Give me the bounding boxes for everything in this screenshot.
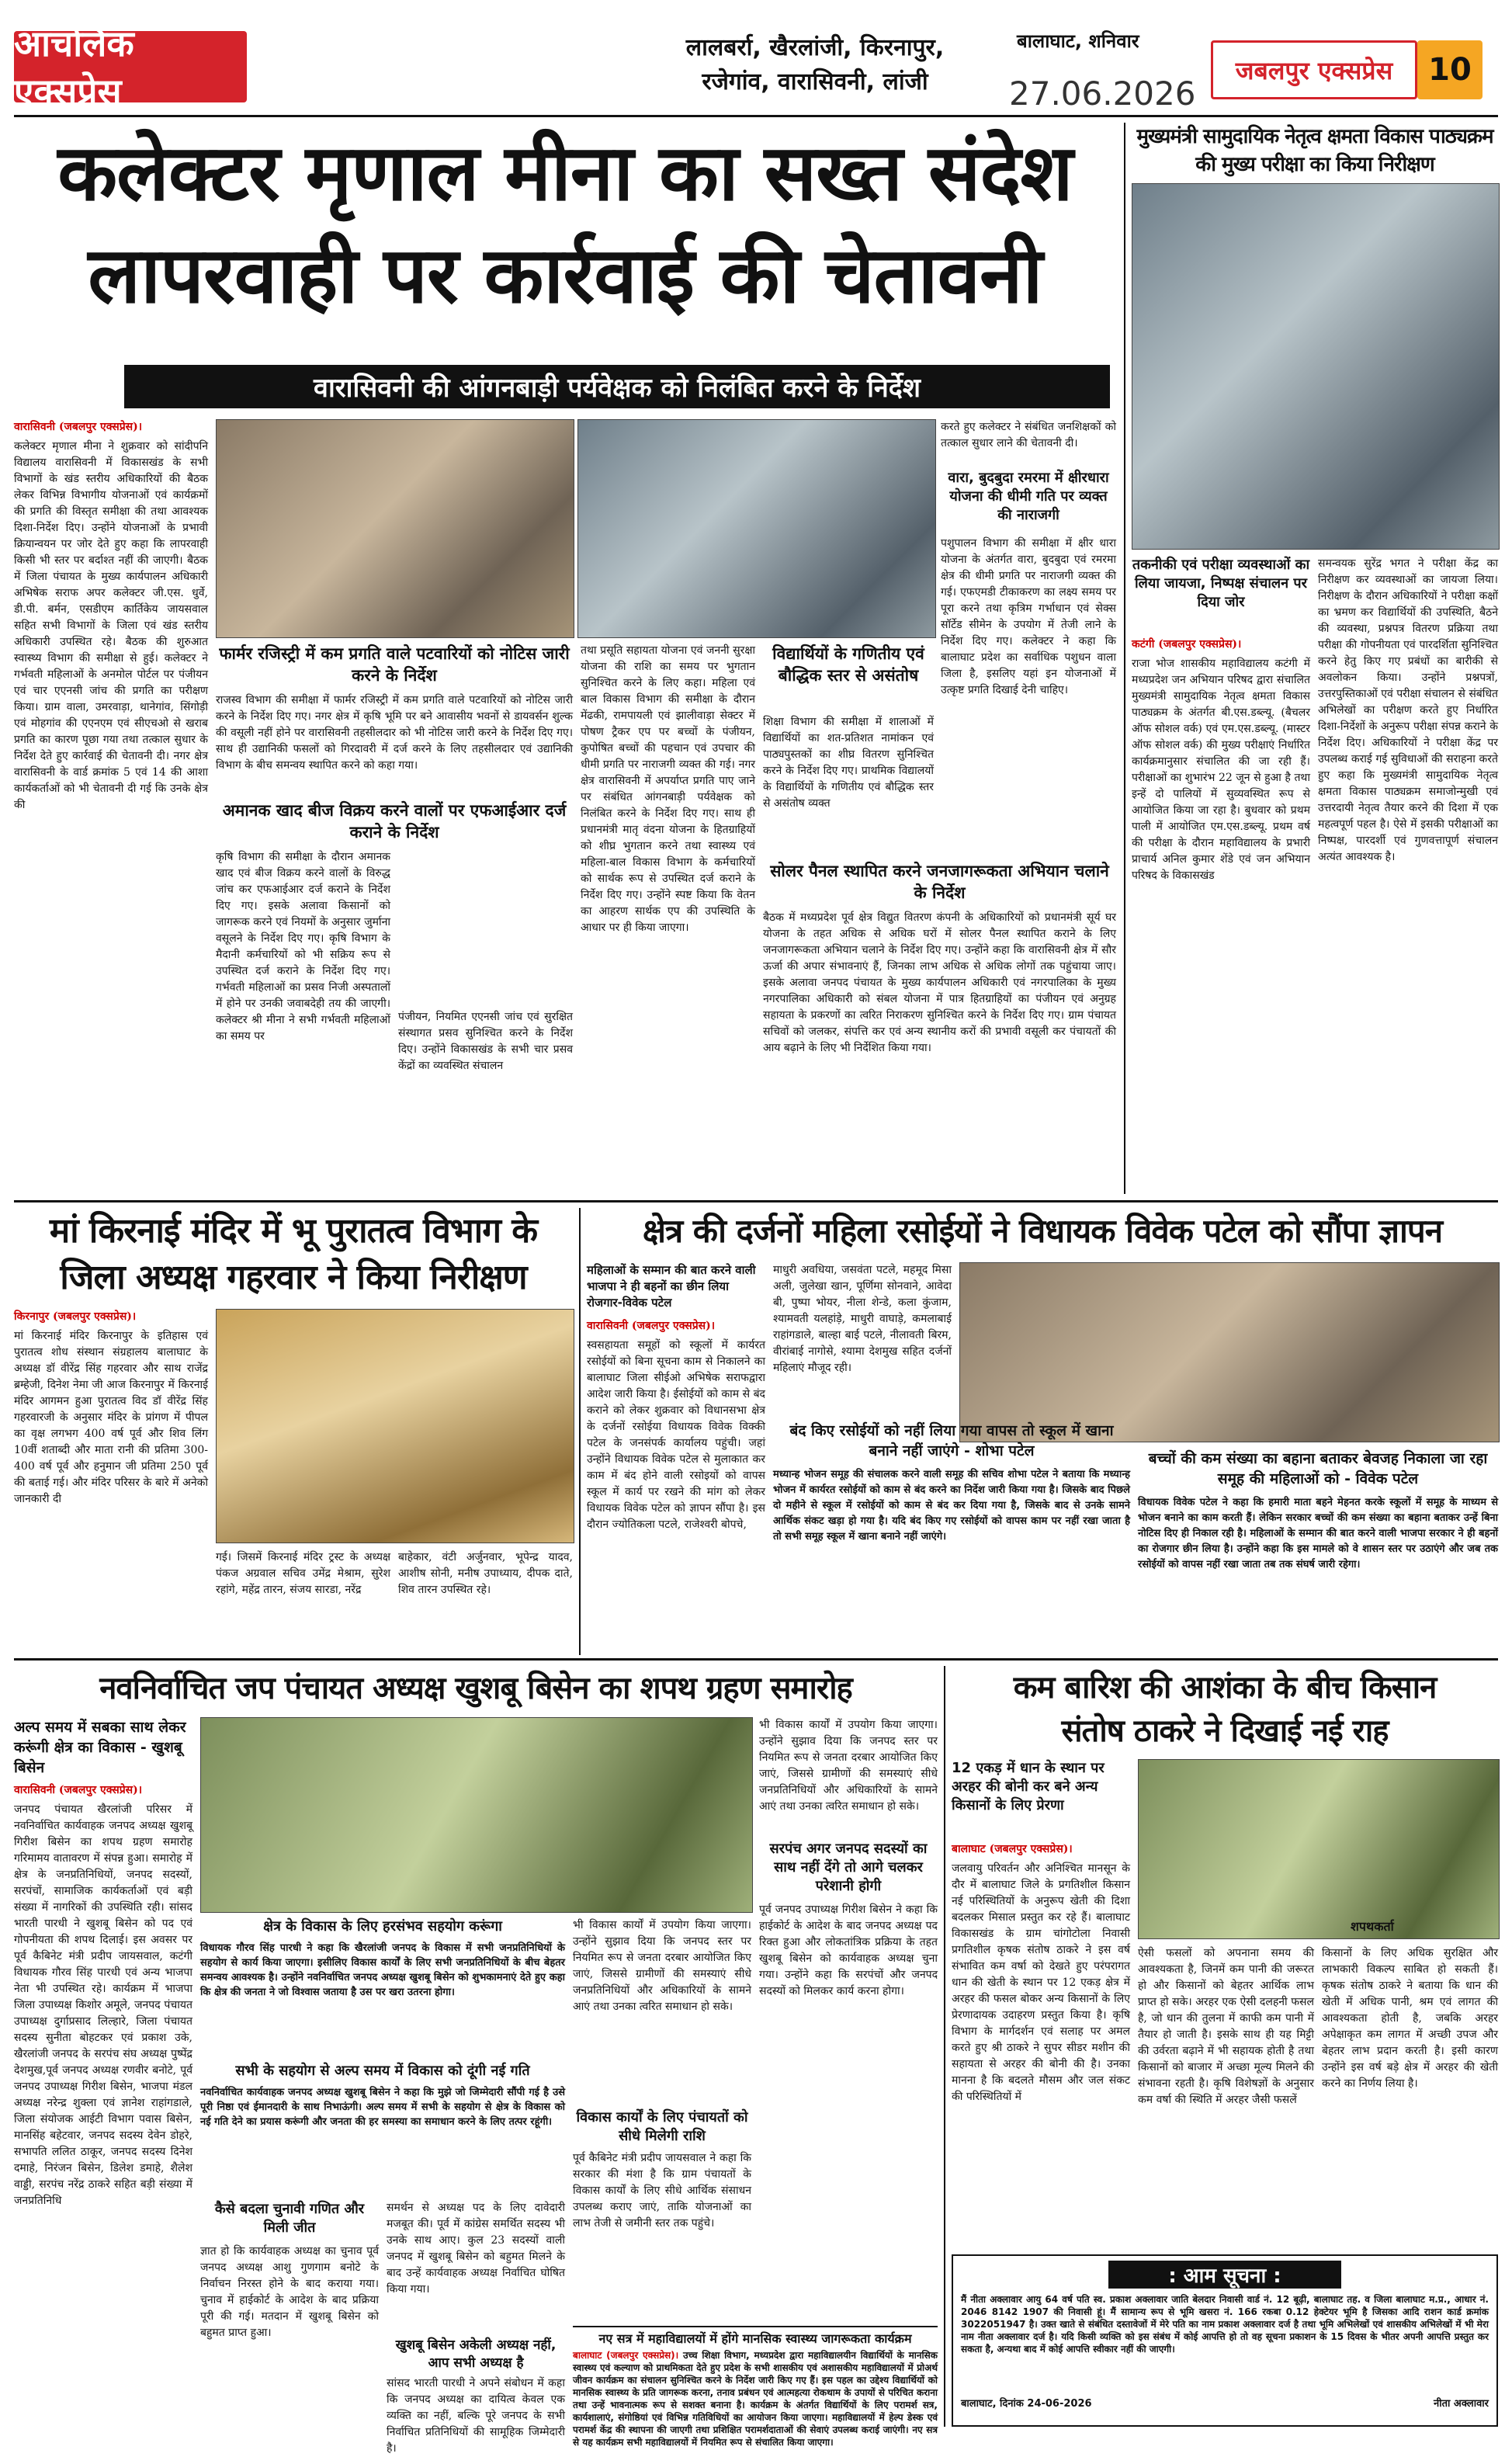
farmer-headline-1: कम बारिश की आशंका के बीच किसान bbox=[1013, 1670, 1437, 1706]
farmer-col1-text: जलवायु परिवर्तन और अनिश्चित मानसून के दौर में बालाघाट जिले के प्रगतिशील किसान नई परिस्थितियों के अनुरूप खेती की दिशा बदलकर मिसाल प्रस्तुत कर रहे हैं। बालाघाट विकासखंड के ग्राम चांगोटोला निवासी प्रगतिशील कृषक संतोष ठाकरे ने इस वर्ष संभावित कम वर्षा को देखते हुए परंपरागत धान की खेती के स्थान पर 12 एकड़ क्षेत्र में अरहर की फसल बोकर अन्य किसानों के लिए प्रेरणादायक उदाहरण प्रस्तुत किया है। कृषि विभाग के मार्गदर्शन एवं सलाह पर अमल करते हुए श्री ठाकरे ने सुपर सीडर मशीन की सहायता से अरहर की बोनी की है। उनका मानना है कि बदलते मौसम और जल संकट की परिस्थितियों में bbox=[952, 1862, 1130, 2103]
khushbu-col1 bbox=[14, 1782, 192, 2419]
notice-place-date: बालाघाट, दिनांक 24-06-2026 bbox=[961, 2398, 1092, 2410]
exam-col1-text: राजा भोज शासकीय महाविद्यालय कटंगी में मध्यप्रदेश जन अभियान परिषद द्वारा संचालित मुख्यमंत्री सामुदायिक नेतृत्व क्षमता विकास पाठ्यक्रम के अंतर्गत बी.एस.डब्ल्यू. (बैचलर ऑफ सोशल वर्क) एवं एम.एस.डब्ल्यू. (मास्टर ऑफ सोशल वर्क) की मुख्य परीक्षाएं निर्धारित कार्यक्रमानुसार संचालित की जा रही हैं। परीक्षाओं का शुभारंभ 22 जून से हुआ है तथा इन्हें दो पालियों में सुव्यवस्थित रूप से आयोजित किया जा रहा है। बुधवार को प्रथम पाली में आयोजित एम.एस.डब्ल्यू. प्रथम वर्ष की परीक्षा के दौरान महाविद्यालय के प्रभारी प्राचार्य अनिल कुमार शेंडे एवं जन अभियान परिषद के विकासखंड bbox=[1132, 658, 1310, 882]
works-text: पूर्व कैबिनेट मंत्री प्रदीप जायसवाल ने कहा कि सरकार की मंशा है कि ग्राम पंचायतों के विकास कार्यों के लिए सीधे आर्थिक संसाधन उपलब्ध कराए जाएं, ताकि योजनाओं का लाभ तेजी से जमीनी स्तर तक पहुंचे। bbox=[573, 2152, 751, 2230]
math-text: शिक्षा विभाग की समीक्षा में शालाओं में विद्यार्थियों का शत-प्रतिशत नामांकन एवं पाठ्यपुस्तकों का शीघ्र वितरण सुनिश्चित करने के निर्देश दिए गए। प्राथमिक विद्यालयों के विद्यार्थियों के गणितीय एवं बौद्धिक स्तर से असंतोष व्यक्त bbox=[763, 716, 934, 810]
lead-dateline: वारासिवनी (जबलपुर एक्सप्रेस)। bbox=[14, 421, 143, 433]
locations-line1: लालबर्रा, खैरलांजी, किरनापुर, bbox=[685, 34, 945, 61]
lead-col1-text: कलेक्टर मृणाल मीना ने शुक्रवार को सांदीपनि विद्यालय वारासिवनी में विकासखंड के सभी विभागों के खंड स्तरीय अधिकारियों की बैठक लेकर विभिन्न विभागीय योजनाओं एवं कार्यक्रमों की प्रगति की विस्तृत समीक्षा की तथा आवश्यक दिशा-निर्देश दिए। उन्होंने योजनाओं के प्रभावी क्रियान्वयन पर जोर देते हुए कहा कि लापरवाही किसी भी स्तर पर बर्दाश्त नहीं की जाएगी। बैठक में जिला पंचायत के मुख्य कार्यपालन अधिकारी अभिषेक सराफ अपर कलेक्टर जी.एस. धुर्वे, डी.पी. बर्मन, एसडीएम कार्तिकेय जायसवाल सहित सभी विभागों के जिला एवं खंड स्तरीय अधिकारी उपस्थित रहे। बैठक की शुरुआत स्वास्थ्य विभाग की समीक्षा से हुई। कलेक्टर ने गर्भवती महिलाओं के अनमोल पोर्टल पर पंजीयन एवं चार एएनसी जांच की प्रगति का परीक्षण किया। ग्राम वाला, उमरवाड़ा, थानेगांव, सिंगोड़ी एवं मोहगांव की एएनएम एवं सीएचओ से खराब प्रगति का कारण पूछा गया तथा तत्काल सुधार के निर्देश देते हुए कार्रवाई की चेतावनी दी। नगर क्षेत्र वारासिवनी के वार्ड क्रमांक 5 एवं 14 की आशा कार्यकर्ताओं को भी चेतावनी दी गई कि उनके क्षेत्र की bbox=[14, 440, 208, 811]
sub-development: क्षेत्र के विकास के लिए हरसंभव सहयोग करूंगा bbox=[263, 1918, 502, 1935]
notice-signature: नीता अक्लावार bbox=[1434, 2398, 1489, 2410]
farmer-dateline: बालाघाट (जबलपुर एक्सप्रेस)। bbox=[952, 1843, 1073, 1855]
section-rule-1 bbox=[14, 1200, 1498, 1202]
public-notice bbox=[952, 2254, 1498, 2427]
exam-col2-text: समन्वयक सुरेंद्र भगत ने परीक्षा केंद्र का निरीक्षण कर व्यवस्थाओं का जायजा लिया। निरीक्षण के दौरान अधिकारियों ने परीक्षा कक्षों का भ्रमण कर विद्यार्थियों की उपस्थिति, बैठने की व्यवस्था, प्रश्नपत्र वितरण प्रक्रिया तथा परीक्षा की गोपनीयता एवं पारदर्शिता सुनिश्चित करने हेतु किए गए प्रबंधों का बारीकी से अवलोकन किया। उन्होंने प्रश्नपत्रों, उत्तरपुस्तिकाओं एवं परीक्षा संचालन से संबंधित अभिलेखों का परीक्षण करते हुए निर्धारित दिशा-निर्देशों के अनुरूप परीक्षा संपन्न कराने के निर्देश दिए। अधिकारियों ने परीक्षा केंद्र पर उपलब्ध कराई गई सुविधाओं की सराहना करते हुए कहा कि मुख्यमंत्री सामुदायिक नेतृत्व क्षमता विकास पाठ्यक्रम समाजोन्मुखी एवं उत्तरदायी नेतृत्व तैयार करने की दिशा में एक महत्वपूर्ण पहल है। ऐसे में इसकी परीक्षाओं का निष्पक्ष, पारदर्शी एवं गुणवत्तापूर्ण संचालन अत्यंत आवश्यक है। bbox=[1318, 557, 1498, 863]
sub-alone: खुशबू बिसेन अकेली अध्यक्ष नहीं, आप सभी अध्यक्ष है bbox=[395, 2337, 557, 2371]
meeting-photo-1 bbox=[216, 419, 574, 638]
kirnai-headline-2: जिला अध्यक्ष गहरवार ने किया निरीक्षण bbox=[60, 1258, 527, 1297]
seed-text: कृषि विभाग की समीक्षा के दौरान अमानक खाद एवं बीज विक्रय करने वालों के विरुद्ध जांच कर एफआईआर दर्ज कराने के निर्देश दिए गए। इसके अलावा किसानों को जागरूक करने एवं नियमों के अनुसार जुर्माना वसूलने के निर्देश दिए गए। कृषि विभाग के मैदानी कर्मचारियों को भी सक्रिय रूप से उपस्थित दर्ज कराने के निर्देश दिए गए। गर्भवती महिलाओं का प्रसव निजी अस्पतालों में होने पर उनकी जवाबदेही तय की जाएगी। कलेक्टर श्री मीना ने सभी गर्भवती महिलाओं का समय पर bbox=[216, 851, 390, 1043]
mental-headline: नए सत्र में महाविद्यालयों में होंगे मानसिक स्वास्थ्य जागरूकता कार्यक्रम bbox=[598, 2331, 912, 2346]
alone-text: सांसद भारती पारधी ने अपने संबोधन में कहा कि जनपद अध्यक्ष का दायित्व केवल एक व्यक्ति का नहीं, बल्कि पूरे जनपद के सभी निर्वाचित प्रतिनिधियों की सामूहिक जिम्मेदारी है। bbox=[387, 2377, 565, 2455]
kitchen-headline: क्षेत्र की दर्जनों महिला रसोईयों ने विधायक विवेक पटेल को सौंपा ज्ञापन bbox=[642, 1212, 1443, 1250]
khushbu-sub: अल्प समय में सबका साथ लेकर करूंगी क्षेत्र का विकास - खुशबू बिसेन bbox=[14, 1719, 186, 1776]
exam-col1 bbox=[1132, 637, 1310, 1192]
section-rule-2 bbox=[14, 1658, 1498, 1661]
kitchen-sub2: बंद किए रसोईयों को नहीं लिया गया वापस तो स्कूल में खाना बनाने नहीं जाएंगे - शोभा पटेल bbox=[789, 1422, 1114, 1459]
khushbu-col3-text: समर्थन से अध्यक्ष पद के लिए दावेदारी मजबूत की। पूर्व में कांग्रेस समर्थित सदस्य भी उनके साथ आए। कुल 23 सदस्यों वाली जनपद में खुशबू बिसेन को बहुमत मिलने के बाद उन्हें कार्यवाहक अध्यक्ष निर्वाचित घोषित किया गया। bbox=[387, 2202, 565, 2296]
header-rule bbox=[14, 115, 1498, 117]
kitchen-photo bbox=[959, 1262, 1500, 1442]
farmer-col2-text: ऐसी फसलों को अपनाना समय की आवश्यकता है, जिनमें कम पानी की जरूरत हो और किसानों को बेहतर आर्थिक लाभ प्राप्त हो सके। अरहर एक ऐसी दलहनी फसल है, जो धान की तुलना में काफी कम पानी में तैयार हो जाती है। इसके साथ ही यह मिट्टी की उर्वरता बढ़ाने में भी सहायक होती है तथा किसानों को बाजार में अच्छा मूल्य मिलने की संभावना रहती है। कृषि विशेषज्ञों के अनुसार कम वर्षा की स्थिति में अरहर जैसी फसलें bbox=[1138, 1947, 1314, 2106]
kitchen-sub3: बच्चों की कम संख्या का बहाना बताकर बेवजह निकाला जा रहा समूह की महिलाओं को - विवेक पटेल bbox=[1148, 1450, 1488, 1487]
sub-math: विद्यार्थियों के गणितीय एवं बौद्धिक स्तर से असंतोष bbox=[772, 644, 924, 685]
kitchen-col1 bbox=[587, 1318, 765, 1650]
development-text: विधायक गौरव सिंह पारधी ने कहा कि खैरलांजी जनपद के विकास में सभी जनप्रतिनिधियों के सहयोग से कार्य किया जाएगा। इसीलिए विकास कार्यों के लिए सभी जनप्रतिनिधियों के बीच बेहतर समन्वय आवश्यक है। उन्होंने नवनिर्वाचित जनपद अध्यक्ष खुशबू बिसेन को शुभकामनाएं देते हुए कहा कि क्षेत्र की जनता ने जो विश्वास जताया है उस पर खरा उतरना होगा। bbox=[200, 1942, 565, 1998]
exam-dateline: कटंगी (जबलपुर एक्सप्रेस)। bbox=[1132, 638, 1242, 651]
kitchen-col2-text: माधुरी अवधिया, जसवंता पटले, महमूद मिसा अली, जुलेखा खान, पूर्णिमा सोनवाने, आवेदा बी, पुष्पा भोयर, नीला शेन्डे, कला कुंजाम, श्यामवती यलहांड़े, माधुरी वाघाड़े, कमलाबाई राहांगडाले, बाल्हा बाई पटले, नीलावती बिरम, वीरांबाई नागोसे, श्यामा देशमुख सहित दर्जनों महिलाएं मौजूद रही। bbox=[773, 1264, 952, 1374]
sub-farmer-registry: फार्मर रजिस्ट्री में कम प्रगति वाले पटवारियों को नोटिस जारी करने के निर्देश bbox=[219, 644, 570, 685]
lead-col3-text: तथा प्रसूति सहायता योजना एवं जननी सुरक्षा योजना की राशि का समय पर भुगतान सुनिश्चित करने के लिए कहा। महिला एवं बाल विकास विभाग की समीक्षा के दौरान मेंढकी, रामपायली एवं झालीवाड़ा सेक्टर में पोषण ट्रैकर एप पर बच्चों के पंजीयन, कुपोषित बच्चों की पहचान एवं उपचार की धीमी प्रगति पर नाराजगी व्यक्त की गई। नगर क्षेत्र वारासिवनी में अपर्याप्त प्रगति पाए जाने पर संबंधित आंगनबाड़ी पर्यवेक्षक को निलंबित करने के निर्देश दिए गए। साथ ही प्रधानमंत्री मातृ वंदना योजना के हितग्राहियों को शीघ्र भुगतान करने तथा स्वास्थ्य एवं महिला-बाल विकास विभाग के कर्मचारियों को सार्थक रूप से उपस्थित दर्ज कराने के निर्देश दिए गए। उन्होंने स्पष्ट किया कि वेतन का आहरण सार्थक एप की उपस्थिति के आधार पर ही किया जाएगा। bbox=[581, 644, 755, 934]
section-title: आंचलिक एक्सप्रेस bbox=[14, 31, 247, 102]
kitchen-text2: मध्यान्ह भोजन समूह की संचालक करने वाली समूह की सचिव शोभा पटेल ने बताया कि मध्यान्ह भोजन में कार्यरत रसोईयों को काम से बंद करने का निर्देश जारी किया गया है। जिसके बाद पिछले दो महीने से स्कूल में रसोईयों को काम से बंद कर दिया गया है, जिसके बाद से उनके सामने आर्थिक संकट खड़ा हो गया है। यदि बंद किए गए रसोईयों को वापस काम पर नहीं रखा जाता है तो सभी समूह स्कूल में खाना बनाने नहीं जाएंगे। bbox=[773, 1469, 1130, 1543]
locations-line2: रजेगांव, वारासिवनी, लांजी bbox=[702, 68, 928, 95]
farmer-headline-2: संतोष ठाकरे ने दिखाई नई राह bbox=[1061, 1713, 1389, 1749]
water-text: पशुपालन विभाग की समीक्षा में क्षीर धारा योजना के अंतर्गत वारा, बुदबुदा एवं रमरमा क्षेत्र की धीमी प्रगति पर नाराजगी व्यक्त की गई। एफएमडी टीकाकरण का लक्ष्य समय पर पूरा करने तथा कृत्रिम गर्भाधान एवं सेक्स सॉर्टेड सीमेन के उपयोग में तेजी लाने के निर्देश दिए गए। कलेक्टर ने कहा कि बालाघाट प्रदेश का सर्वाधिक पशुधन वाला जिला है, इसलिए यहां इन योजनाओं में उत्कृष्ट प्रगति दिखाई देनी चाहिए। bbox=[941, 537, 1116, 696]
khushbu-headline: नवनिर्वाचित जप पंचायत अध्यक्ष खुशबू बिसेन का शपथ ग्रहण समारोह bbox=[99, 1671, 852, 1706]
khushbu-photo bbox=[200, 1717, 753, 1913]
kitchen-col1-text: स्वसहायता समूहों को स्कूलों में कार्यरत रसोईयों को बिना सूचना काम से निकालने का बालाघाट जिला सीईओ अभिषेक सराफद्वारा आदेश जारी किया है। ईसोईयों को काम से बंद कराने को लेकर शुक्रवार को विधानसभा क्षेत्र के दर्जनों रसोईया विधायक विवेक विक्की पटेल के जनसंपर्क कार्यालय पहुंची। जहां उन्होंने विधायक विवेक पटेल से मुलाकात कर काम में बंद होने वाली रसोइयों को वापस स्कूल में कार्य पर रखने की मांग को लेकर विधायक विवेक पटेल को ज्ञापन सौंपा है। इस दौरान ज्योतिकला पटले, राजेश्वरी बोपचे, bbox=[587, 1339, 765, 1531]
mental-text bbox=[573, 2349, 938, 2448]
lead-headline-2: लापरवाही पर कार्रवाई की चेतावनी bbox=[88, 230, 1042, 321]
exam-headline: मुख्यमंत्री सामुदायिक नेतृत्व क्षमता विकास पाठ्यक्रम की मुख्य परीक्षा का किया निरीक्षण bbox=[1136, 125, 1493, 176]
lead-band: वारासिवनी की आंगनबाड़ी पर्यवेक्षक को निलंबित करने के निर्देश bbox=[124, 365, 1110, 408]
kirnai-headline-1: मां किरनाई मंदिर में भू पुरातत्व विभाग के bbox=[49, 1211, 538, 1251]
meeting-photo-2 bbox=[577, 419, 936, 638]
sub-sarpanch: सरपंच अगर जनपद सदस्यों का साथ नहीं देंगे तो आगे चलकर परेशानी होगी bbox=[769, 1841, 928, 1894]
notice-text: मैं नीता अक्लावार आयु 64 वर्ष पति स्व. प्रकाश अक्लावार जाति बेलदार निवासी वार्ड नं. 12 बूढ़ी, बालाघाट तह. व जिला बालाघाट म.प्र., आधार नं. 2046 8142 1907 की निवासी हूं। मैं सामान्य रूप से भूमि खसरा नं. 166 रकबा 0.12 हेक्टेयर भूमि है जिसका आदि राशन कार्ड क्रमांक 3022051947 है। उक्त खाते से संबंधित दस्तावेजों में मेरे पति का नाम प्रकाश अक्लावार दर्ज है तथा भूमि अभिलेखों एवं शासकीय अभिलेखों में भी मेरा नाम नीता अक्लावार दर्ज है। यदि किसी व्यक्ति को इस संबंध में कोई आपत्ति हो तो वह सूचना प्रकाशन के 15 दिवस के भीतर अपनी आपत्ति प्रस्तुत कर सकता है, अन्यथा बाद में कोई आपत्ति स्वीकार नहीं की जाएगी। bbox=[961, 2294, 1489, 2355]
issue-date: 27.06.2026 bbox=[1009, 75, 1196, 113]
city-day: बालाघाट, शनिवार bbox=[1017, 30, 1139, 52]
kirnai-col2-text: गई। जिसमें किरनाई मंदिर ट्रस्ट के अध्यक्ष पंकज अग्रवाल सचिव उमेंद्र मेश्राम, सुरेश रहांगे, महेंद्र तारन, संजय सारडा, नरेंद्र bbox=[216, 1551, 390, 1596]
kitchen-sub: महिलाओं के सम्मान की बात करने वाली भाजपा ने ही बहनों का छीन लिया रोजगार-विवेक पटेल bbox=[587, 1263, 756, 1310]
kitchen-dateline: वारासिवनी (जबलपुर एक्सप्रेस)। bbox=[587, 1320, 716, 1332]
farmer-photo bbox=[1138, 1759, 1500, 1939]
lead-col4-top: करते हुए कलेक्टर ने संबंधित जनशिक्षकों को तत्काल सुधार लाने की चेतावनी दी। bbox=[941, 421, 1116, 449]
notice-title: : आम सूचना : bbox=[1108, 2261, 1341, 2289]
solar-text: बैठक में मध्यप्रदेश पूर्व क्षेत्र विद्युत वितरण कंपनी के अधिकारियों को प्रधानमंत्री सूर्य घर योजना के तहत अधिक से अधिक घरों में सोलर पैनल स्थापित कराने के लिए जनजागरूकता अभियान चलाने के निर्देश दिए गए। उन्होंने कहा कि वारासिवनी क्षेत्र में सौर ऊर्जा की अपार संभावनाएं हैं, जिनका लाभ अधिक से अधिक लोगों तक पहुंचाया जाए। इसके अलावा जनपद पंचायत के मुख्य कार्यपालन अधिकारी एवं नगरपालिका के मुख्य नगरपालिका अधिकारी को संबल योजना में पात्र हितग्राहियों का पंजीयन एवं अनुग्रह सहायता के प्रकरणों का त्वरित निराकरण सुनिश्चित करने के निर्देश दिए गए। ग्राम पंचायत सचिवों को जलकर, संपत्ति कर एवं अन्य स्थानीय करों की प्रभावी वसूली कर पंचायतों की आय बढ़ाने के लिए भी निर्देशित किया गया। bbox=[763, 911, 1116, 1054]
kirnai-photo bbox=[216, 1309, 574, 1543]
kirnai-col1-text: मां किरनाई मंदिर किरनापुर के इतिहास एवं पुरातत्व शोध संस्थान संग्रहालय बालाघाट के अध्यक्ष डॉ वीरेंद्र सिंह गहरवार और साथ राजेंद्र ब्रम्हेजी, दिनेश नेमा जी आज किरनापुर में किरनाई मंदिर आगमन हुआ पुरातत्व विद डॉ वीरेंद्र सिंह गहरवारजी के अनुसार मंदिर के प्रांगण में पीपल का वृक्ष लगभग 400 वर्ष पूर्व और शिव लिंग 10वीं शताब्दी और माता रानी की प्रतिमा 300-400 वर्ष पूर्व और हनुमान जी प्रतिमा 250 पूर्व की बताई गई। और मंदिर परिसर के बारे में अनेको जानकारी दी bbox=[14, 1330, 208, 1505]
lead-col1 bbox=[14, 419, 208, 1196]
mental-rule bbox=[573, 2326, 938, 2327]
kirnai-col1 bbox=[14, 1309, 208, 1650]
column-divider-3 bbox=[944, 1666, 945, 2427]
farmer-text: राजस्व विभाग की समीक्षा में फार्मर रजिस्ट्री में कम प्रगति वाले पटवारियों को नोटिस जारी करने के निर्देश दिए गए। नगर क्षेत्र में कृषि भूमि पर बने आवासीय भवनों से डायवर्सन शुल्क की वसूली नहीं होने पर वारासिवनी तहसीलदार को भी नोटिस जारी करने के निर्देश दिए गए। साथ ही उद्यानिकी फसलों को गिरदावरी में दर्ज करने के लिए तहसीलदार एवं उद्यानिकी विभाग के बीच समन्वय स्थापित करने को कहा गया। bbox=[216, 694, 573, 772]
election-text: ज्ञात हो कि कार्यवाहक अध्यक्ष का चुनाव पूर्व जनपद अध्यक्ष आशु गुणगाम बनोटे के निर्वाचन निरस्त होने के बाद कराया गया। चुनाव में हाईकोर्ट के आदेश के बाद प्रक्रिया पूरी की गई। मतदान में खुशबू बिसेन को बहुमत प्राप्त हुआ। bbox=[200, 2245, 379, 2339]
khushbu-col4-text: भी विकास कार्यों में उपयोग किया जाएगा। उन्होंने सुझाव दिया कि जनपद स्तर पर नियमित रूप से जनता दरबार आयोजित किए जाएं, जिससे ग्रामीणों की समस्याएं सीधे जनप्रतिनिधियों और अधिकारियों के सामने आएं तथा उनका त्वरित समाधान हो सके। bbox=[573, 1919, 751, 2013]
kirnai-dateline: किरनापुर (जबलपुर एक्सप्रेस)। bbox=[14, 1310, 137, 1323]
cooperation-text: नवनिर्वाचित कार्यवाहक जनपद अध्यक्ष खुशबू बिसेन ने कहा कि मुझे जो जिम्मेदारी सौंपी गई है उसे पूरी निष्ठा एवं ईमानदारी के साथ निभाऊंगी। अल्प समय में सभी के सहयोग से क्षेत्र के विकास को नई गति देने का प्रयास करूंगी और जनता की हर समस्या का समाधान करने के लिए तत्पर रहूंगी। bbox=[200, 2087, 565, 2128]
sarpanch-intro: भी विकास कार्यों में उपयोग किया जाएगा। उन्होंने सुझाव दिया कि जनपद स्तर पर नियमित रूप से जनता दरबार आयोजित किए जाएं, जिससे ग्रामीणों की समस्याएं सीधे जनप्रतिनिधियों और अधिकारियों के सामने आएं तथा उनका त्वरित समाधान हो सके। bbox=[759, 1719, 938, 1813]
photo-caption: शपथकर्ता bbox=[1351, 1919, 1394, 1934]
sub-cooperation: सभी के सहयोग से अल्प समय में विकास को दूंगी नई गति bbox=[235, 2063, 530, 2079]
sarpanch-text: पूर्व जनपद उपाध्यक्ष गिरीश बिसेन ने कहा कि हाईकोर्ट के आदेश के बाद जनपद अध्यक्ष पद रिक्त हुआ और लोकतांत्रिक प्रक्रिया के तहत खुशबू बिसेन को कार्यवाहक अध्यक्ष चुना गया। उन्होंने कहा कि सरपंचों और जनपद सदस्यों को मिलकर कार्य करना होगा। bbox=[759, 1903, 938, 1997]
exam-photo bbox=[1132, 183, 1500, 550]
mental-body: उच्च शिक्षा विभाग, मध्यप्रदेश द्वारा महाविद्यालयीन विद्यार्थियों के मानसिक स्वास्थ्य एवं कल्याण को प्राथमिकता देते हुए प्रदेश के सभी शासकीय एवं अशासकीय महाविद्यालयों में प्रोअर्थ जीवन कार्यक्रम का संचालन सुनिश्चित करने के निर्देश जारी किए गए हैं। इस पहल का उद्देश्य विद्यार्थियों को मानसिक स्वास्थ्य के प्रति जागरूक करना, तनाव प्रबंधन एवं आत्महत्या रोकथाम के उपायों से परिचित कराना तथा उन्हें भावनात्मक रूप से सशक्त बनाना है। कार्यक्रम के अंतर्गत विद्यार्थियों के लिए परामर्श सत्र, कार्यशालाएं, संगोष्ठियां एवं विभिन्न गतिविधियों का आयोजन किया जाएगा। महाविद्यालयों में हेल्प डेस्क एवं परामर्श केंद्र की स्थापना की जाएगी तथा प्रशिक्षित परामर्शदाताओं की सेवाएं उपलब्ध कराई जाएंगी। नए सत्र से यह कार्यक्रम सभी महाविद्यालयों में नियमित रूप से संचालित किया जाएगा। bbox=[573, 2350, 938, 2448]
farmer-sub: 12 एकड़ में धान के स्थान पर अरहर की बोनी कर बने अन्य किसानों के लिए प्रेरणा bbox=[952, 1760, 1105, 1813]
column-divider-2 bbox=[579, 1208, 581, 1655]
column-divider bbox=[1124, 123, 1125, 1194]
mental-dateline: बालाघाट (जबलपुर एक्सप्रेस)। bbox=[573, 2350, 679, 2361]
sub-water: वारा, बुदबुदा रमरमा में क्षीरधारा योजना की धीमी गति पर व्यक्त की नाराजगी bbox=[948, 470, 1109, 523]
farmer-col1 bbox=[952, 1841, 1130, 2245]
brand-label: जबलपुर एक्सप्रेस bbox=[1211, 40, 1417, 99]
sub-works: विकास कार्यों के लिए पंचायतों को सीधे मिलेगी राशि bbox=[576, 2109, 748, 2144]
page-number: 10 bbox=[1417, 40, 1483, 99]
sub-election-math: कैसे बदला चुनावी गणित और मिली जीत bbox=[214, 2201, 365, 2236]
kitchen-text3: विधायक विवेक पटेल ने कहा कि हमारी माता बहने मेहनत करके स्कूलों में समूह के माध्यम से भोजन बनाने का काम करती हैं। लेकिन सरकार बच्चों की कम संख्या का बहाना बताकर उन्हें बिना नोटिस दिए ही निकाल रही है। महिलाओं के सम्मान की बात करने वाली भाजपा सरकार ने ही बहनों का रोजगार छीन लिया है। उन्होंने कहा कि इस मामले को वे शासन स्तर पर उठाएंगे और जब तक रसोईयों को वापस नहीं रखा जाता तब तक संघर्ष जारी रहेगा। bbox=[1138, 1497, 1498, 1570]
exam-sub: तकनीकी एवं परीक्षा व्यवस्थाओं का लिया जायजा, निष्पक्ष संचालन पर दिया जोर bbox=[1132, 557, 1310, 610]
sub-solar: सोलर पैनल स्थापित करने जनजागरूकता अभियान चलाने के निर्देश bbox=[770, 862, 1109, 902]
mid-text: पंजीयन, नियमित एएनसी जांच एवं सुरक्षित संस्थागत प्रसव सुनिश्चित करने के निर्देश दिए। उन्होंने विकासखंड के सभी चार प्रसव केंद्रों का व्यवस्थित संचालन bbox=[398, 1011, 573, 1072]
farmer-col3-text: किसानों के लिए अधिक सुरक्षित और लाभकारी विकल्प साबित हो सकती हैं। कृषक संतोष ठाकरे ने बताया कि धान की खेती में अधिक पानी, श्रम एवं लागत की आवश्यकता होती है, जबकि अरहर अपेक्षाकृत कम लागत में अच्छी उपज और बेहतर लाभ प्रदान करती है। इसी कारण उन्होंने इस वर्ष बड़े क्षेत्र में अरहर की खेती करने का निर्णय लिया है। bbox=[1322, 1947, 1498, 2090]
lead-headline-1: कलेक्टर मृणाल मीना का सख्त संदेश bbox=[57, 127, 1073, 218]
kirnai-col3-text: बाहेकार, वंटी अर्जुनवार, भूपेन्द्र यादव, आशीष सोनी, मनीष उपाध्याय, दीपक दाते, शिव तारन उपस्थित रहे। bbox=[398, 1551, 573, 1596]
khushbu-col1-text: जनपद पंचायत खैरलांजी परिसर में नवनिर्वाचित कार्यवाहक जनपद अध्यक्ष खुशबू गिरीश बिसेन का शपथ ग्रहण समारोह गरिमामय वातावरण में संपन्न हुआ। समारोह में क्षेत्र के जनप्रतिनिधियों, जनपद सदस्यों, सरपंचों, सामाजिक कार्यकर्ताओं एवं बड़ी संख्या में नागरिकों की उपस्थिति रही। सांसद भारती पारधी ने खुशबू बिसेन को पद एवं गोपनीयता की शपथ दिलाई। इस अवसर पर पूर्व कैबिनेट मंत्री प्रदीप जायसवाल, कटंगी विधायक गौरव सिंह पारधी एवं अन्य भाजपा नेता भी उपस्थित रहे। कार्यक्रम में भाजपा जिला उपाध्यक्ष किशोर अमूले, जनपद पंचायत उपाध्यक्ष दुर्गाप्रसाद लिल्हारे, जिला पंचायत सदस्य सुनीता बोहटकर एवं प्रकाश उके, खैरलांजी जनपद के सरपंच संघ अध्यक्ष पुष्पेंद्र देशमुख,पूर्व जनपद अध्यक्ष रणवीर बनोटे, पूर्व जनपद उपाध्यक्ष गिरीश बिसेन, भाजपा मंडल अध्यक्ष नरेन्द्र शुक्ला एवं ज्ञानेश राहांगडाले, जिला संयोजक आईटी विभाग पवास बिसेन, मानसिंह बहेटवार, जनपद सदस्य देवेन डोहरे, सभापति ललित ठाकूर, जनपद सदस्य दिनेश दमाहे, निरंजन बिसेन, डिलेश डमाहे, शैलेश वाड्डी, सरपंच नरेंद्र ठाकरे सहित बड़ी संख्या में जनप्रतिनिधि bbox=[14, 1803, 192, 2207]
khushbu-dateline: वारासिवनी (जबलपुर एक्सप्रेस)। bbox=[14, 1784, 143, 1796]
locations bbox=[652, 31, 978, 99]
sub-seed: अमानक खाद बीज विक्रय करने वालों पर एफआईआर दर्ज कराने के निर्देश bbox=[222, 801, 567, 842]
